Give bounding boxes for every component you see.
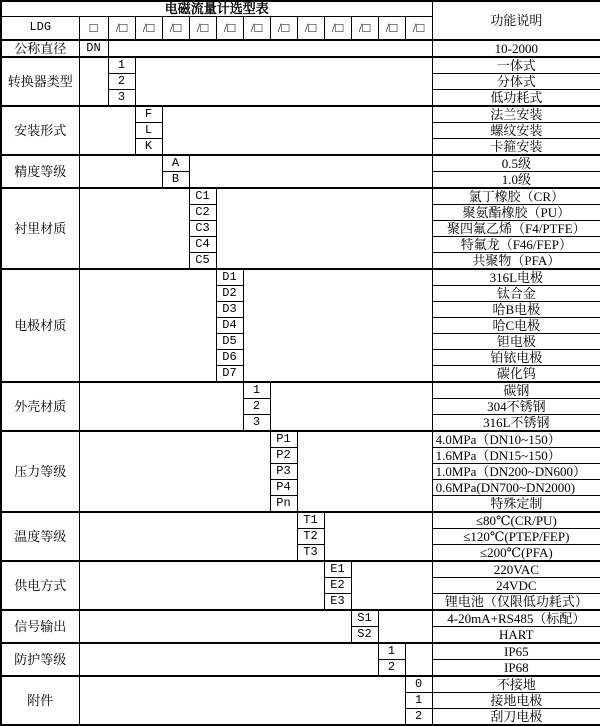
section-label: 精度等级 [1, 155, 79, 188]
spacer-cell [378, 610, 432, 643]
option-desc: 一体式 [432, 57, 600, 74]
section-label: 压力等级 [1, 431, 79, 512]
option-code: D4 [216, 317, 243, 333]
option-code: A [162, 155, 189, 172]
option-desc: ≤120℃(PTEP/FEP) [432, 528, 600, 544]
option-desc: 刮刀电极 [432, 708, 600, 725]
option-desc: 不接地 [432, 676, 600, 693]
section-label: 衬里材质 [1, 188, 79, 269]
option-desc: 共聚物（PFA） [432, 252, 600, 269]
option-code: D5 [216, 333, 243, 349]
spacer-cell [79, 610, 351, 643]
option-desc: 法兰安装 [432, 106, 600, 123]
model-slot-box: /□ [297, 17, 324, 40]
section-label: 温度等级 [1, 512, 79, 561]
spacer-cell [216, 188, 432, 269]
spacer-cell [79, 561, 324, 610]
option-code: 0 [405, 676, 432, 693]
option-code: C5 [189, 252, 216, 269]
option-desc: HART [432, 626, 600, 643]
option-desc: 卡箍安装 [432, 138, 600, 155]
option-desc: 螺纹安装 [432, 122, 600, 138]
option-code: 2 [243, 398, 270, 414]
option-code: 2 [378, 659, 405, 676]
spacer-cell [79, 676, 405, 725]
option-desc: 钽电极 [432, 333, 600, 349]
spacer-cell [135, 57, 432, 106]
option-code: S1 [351, 610, 378, 627]
spacer-cell [270, 382, 432, 431]
option-desc: 特殊定制 [432, 495, 600, 512]
option-desc: 锂电池（仅限低功耗式） [432, 593, 600, 610]
model-slot-box: /□ [189, 17, 216, 40]
table-title: 电磁流量计选型表 [1, 1, 432, 17]
option-code: C1 [189, 188, 216, 205]
option-desc: ≤80℃(CR/PU) [432, 512, 600, 529]
option-desc: 氯丁橡胶（CR） [432, 188, 600, 205]
option-code: B [162, 171, 189, 188]
option-desc: 哈B电极 [432, 301, 600, 317]
model-slot-box: /□ [243, 17, 270, 40]
option-code: D7 [216, 365, 243, 382]
option-code: E2 [324, 577, 351, 593]
option-desc: 碳钢 [432, 382, 600, 399]
option-code: Pn [270, 495, 297, 512]
option-desc: 1.0MPa（DN200~DN600） [432, 463, 600, 479]
option-code: 3 [108, 89, 135, 106]
option-code: 1 [243, 382, 270, 399]
option-code: D6 [216, 349, 243, 365]
option-code: T3 [297, 544, 324, 561]
section-label: 附件 [1, 676, 79, 725]
dn-desc: 10-2000 [432, 40, 600, 57]
spacer-cell [79, 188, 189, 269]
option-code: 2 [405, 708, 432, 725]
spacer-cell [79, 155, 162, 188]
option-code: T1 [297, 512, 324, 529]
option-desc: 铂铱电极 [432, 349, 600, 365]
option-code: P1 [270, 431, 297, 448]
spacer-cell [351, 561, 432, 610]
section-label: 供电方式 [1, 561, 79, 610]
option-desc: 碳化钨 [432, 365, 600, 382]
spacer-cell [405, 643, 432, 676]
option-code: C4 [189, 236, 216, 252]
option-desc: 220VAC [432, 561, 600, 578]
option-desc: 聚四氟乙烯（F4/PTFE） [432, 220, 600, 236]
option-code: 1 [405, 692, 432, 708]
option-code: 3 [243, 414, 270, 431]
spacer-cell [79, 269, 216, 382]
model-slot-box: /□ [216, 17, 243, 40]
section-label: 外壳材质 [1, 382, 79, 431]
option-desc: 1.6MPa（DN15~150） [432, 447, 600, 463]
model-slot-box: /□ [135, 17, 162, 40]
option-desc: 低功耗式 [432, 89, 600, 106]
spacer-cell [189, 155, 432, 188]
spacer-cell [79, 431, 270, 512]
section-label: 电极材质 [1, 269, 79, 382]
function-header: 功能说明 [432, 1, 600, 40]
option-desc: 304不锈钢 [432, 398, 600, 414]
option-desc: 1.0级 [432, 171, 600, 188]
option-desc: 24VDC [432, 577, 600, 593]
spacer-cell [162, 106, 432, 155]
spacer-cell [297, 431, 432, 512]
spacer-cell [79, 512, 297, 561]
option-code: L [135, 122, 162, 138]
section-label-dn: 公称直径 [1, 40, 79, 57]
spacer-cell [243, 269, 432, 382]
model-slot-box: /□ [378, 17, 405, 40]
option-desc: 4.0MPa（DN10~150） [432, 431, 600, 448]
option-code: C2 [189, 204, 216, 220]
option-desc: 钛合金 [432, 285, 600, 301]
spacer-cell [108, 40, 432, 57]
section-label: 安装形式 [1, 106, 79, 155]
option-code: D2 [216, 285, 243, 301]
option-code: T2 [297, 528, 324, 544]
spacer-cell [79, 643, 378, 676]
model-slot-box: /□ [270, 17, 297, 40]
model-slot-box: /□ [162, 17, 189, 40]
model-slot-box: /□ [324, 17, 351, 40]
option-code: D1 [216, 269, 243, 286]
option-code: 1 [108, 57, 135, 74]
option-desc: 0.6MPa(DN700~DN2000) [432, 479, 600, 495]
dn-code: DN [79, 40, 108, 57]
option-desc: 接地电极 [432, 692, 600, 708]
section-label: 信号输出 [1, 610, 79, 643]
option-code: P3 [270, 463, 297, 479]
model-base-box: □ [79, 17, 108, 40]
model-slot-box: /□ [108, 17, 135, 40]
option-code: S2 [351, 626, 378, 643]
option-code: F [135, 106, 162, 123]
option-desc: IP65 [432, 643, 600, 660]
option-desc: 哈C电极 [432, 317, 600, 333]
option-desc: 316L不锈钢 [432, 414, 600, 431]
option-code: P4 [270, 479, 297, 495]
option-desc: 特氟龙（F46/FEP） [432, 236, 600, 252]
option-desc: 0.5级 [432, 155, 600, 172]
spacer-cell [79, 106, 135, 155]
section-label: 转换器类型 [1, 57, 79, 106]
option-code: 2 [108, 73, 135, 89]
model-prefix-cell: LDG [1, 17, 79, 40]
option-code: E3 [324, 593, 351, 610]
section-label: 防护等级 [1, 643, 79, 676]
option-desc: 聚氨酯橡胶（PU） [432, 204, 600, 220]
option-code: P2 [270, 447, 297, 463]
option-desc: ≤200℃(PFA) [432, 544, 600, 561]
option-code: C3 [189, 220, 216, 236]
option-code: K [135, 138, 162, 155]
option-desc: 316L电极 [432, 269, 600, 286]
option-code: 1 [378, 643, 405, 660]
spacer-cell [79, 57, 108, 106]
option-code: E1 [324, 561, 351, 578]
option-code: D3 [216, 301, 243, 317]
option-desc: IP68 [432, 659, 600, 676]
model-slot-box: /□ [351, 17, 378, 40]
model-slot-box: /□ [405, 17, 432, 40]
spacer-cell [324, 512, 432, 561]
spacer-cell [79, 382, 243, 431]
option-desc: 分体式 [432, 73, 600, 89]
option-desc: 4-20mA+RS485（标配） [432, 610, 600, 627]
